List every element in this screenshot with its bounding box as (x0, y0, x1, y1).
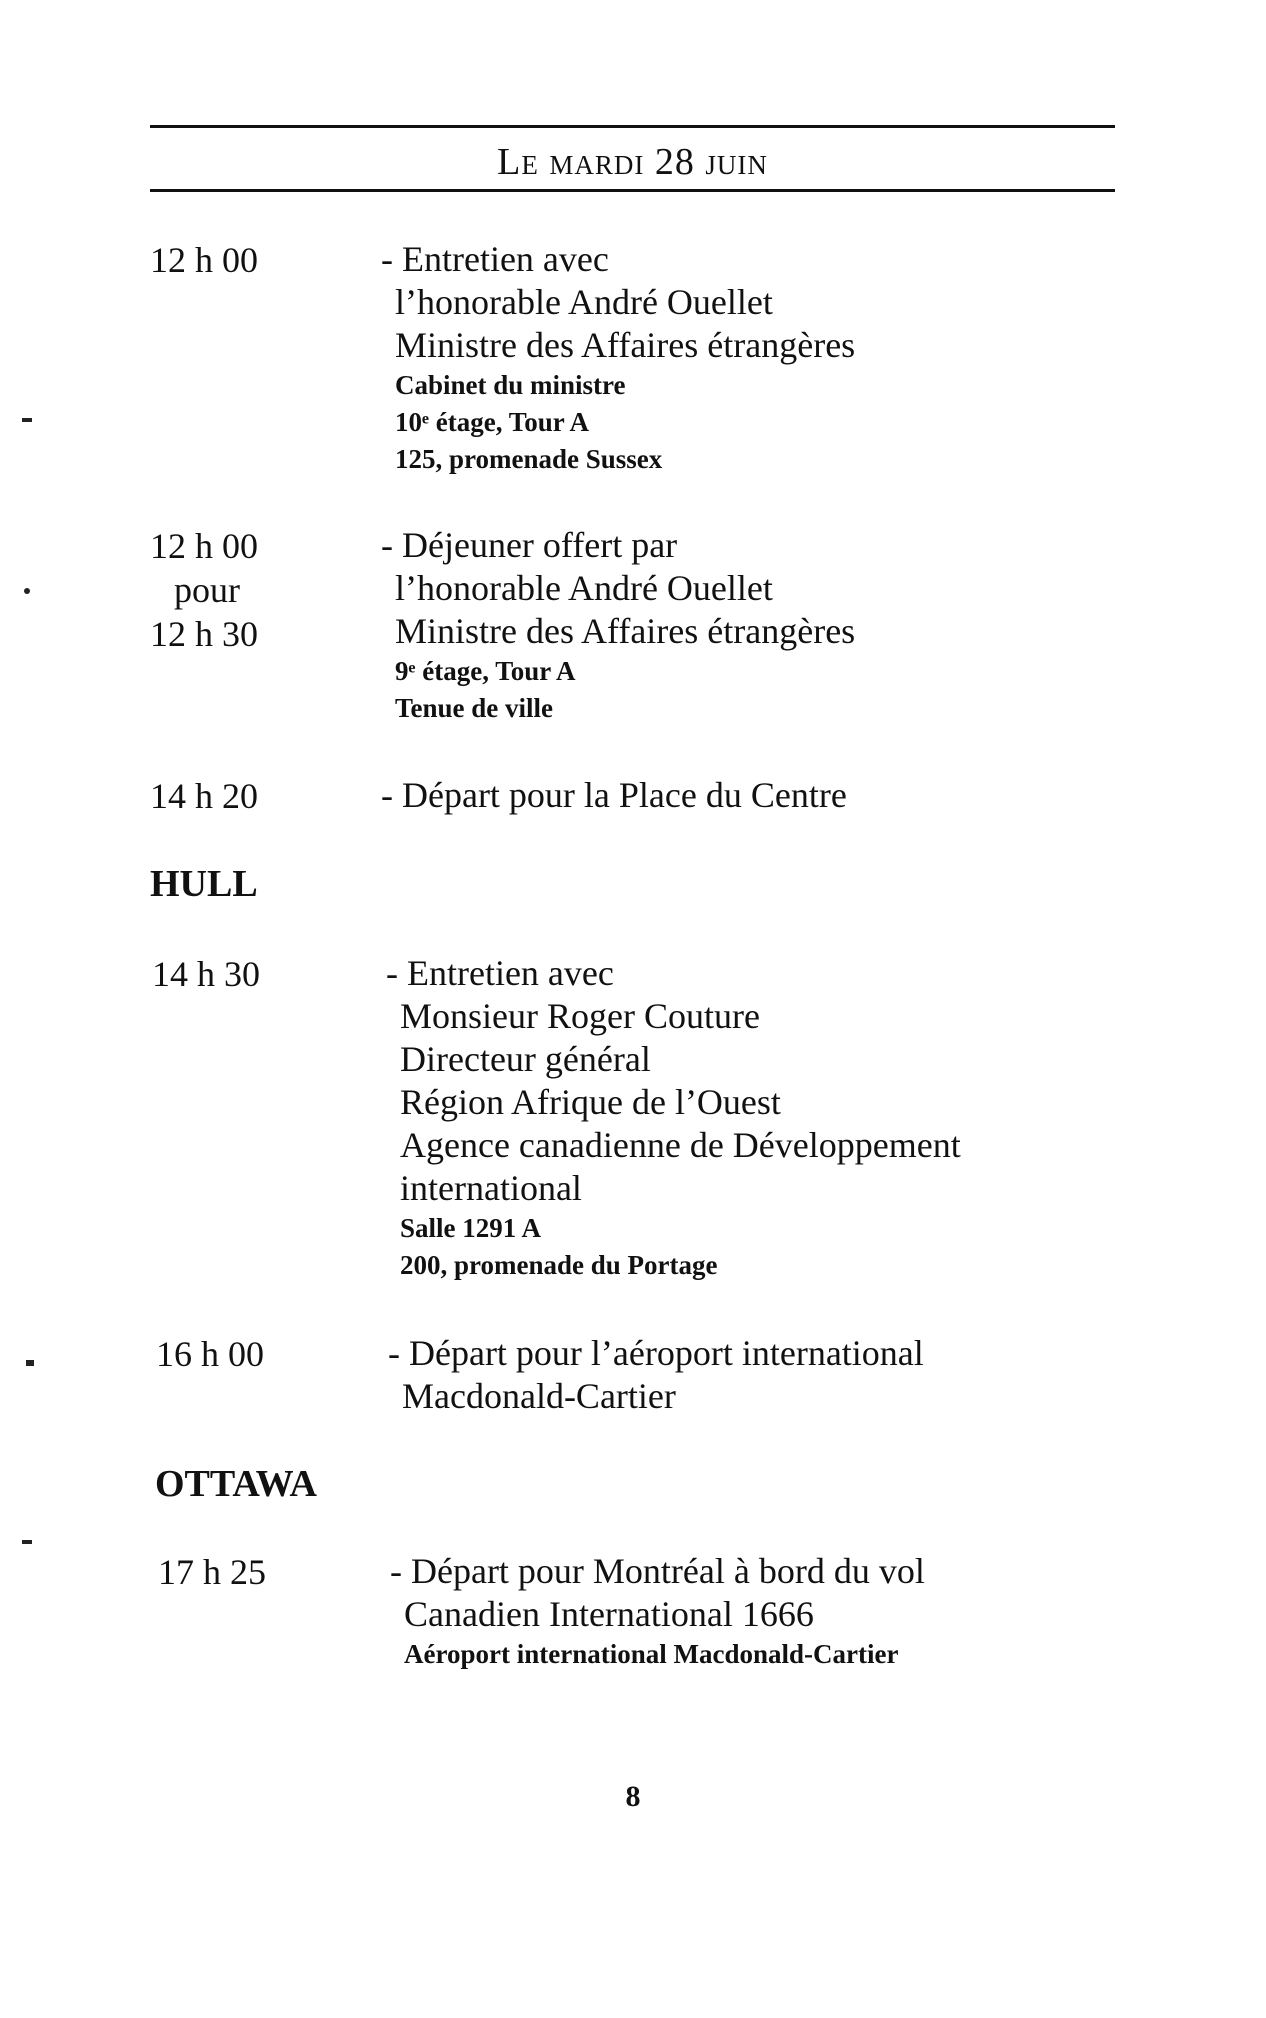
detail-line: Salle 1291 A (400, 1213, 542, 1243)
entry-description (381, 524, 1155, 727)
margin-mark (22, 418, 32, 422)
description-line: Ministre des Affaires étrangères (395, 611, 856, 651)
description-line: Agence canadienne de Développement (400, 1125, 961, 1165)
time-line: 14 h 20 (150, 776, 258, 816)
description-line: - Entretien avec (381, 239, 609, 279)
detail-line: 9ᵉ étage, Tour A (395, 656, 576, 686)
entry-description (390, 1550, 1164, 1673)
header-rule-top (150, 125, 1115, 128)
city-heading: OTTAWA (155, 1463, 317, 1505)
entry-time (158, 1550, 318, 1594)
page-heading: Le mardi 28 juin (497, 141, 768, 183)
entry-description (381, 238, 1155, 478)
entry-time (156, 1332, 316, 1376)
detail-line: Cabinet du ministre (395, 370, 626, 400)
description-line: Canadien International 1666 (404, 1594, 814, 1634)
description-line: - Départ pour Montréal à bord du vol (390, 1551, 925, 1591)
description-line: international (400, 1168, 582, 1208)
description-line: - Déjeuner offert par (381, 525, 678, 565)
detail-line: 125, promenade Sussex (395, 444, 663, 474)
description-line: - Départ pour l’aéroport international (388, 1333, 924, 1373)
detail-line: 10ᵉ étage, Tour A (395, 407, 590, 437)
description-line: Monsieur Roger Couture (400, 996, 760, 1036)
description-line: Ministre des Affaires étrangères (395, 325, 856, 365)
entry-description (386, 952, 1160, 1284)
entry-time (150, 238, 310, 282)
time-line: 17 h 25 (158, 1552, 266, 1592)
detail-line: Tenue de ville (395, 693, 554, 723)
time-line: pour (174, 570, 240, 610)
detail-line: 200, promenade du Portage (400, 1250, 718, 1280)
entry-time (152, 952, 312, 996)
description-line: - Entretien avec (386, 953, 614, 993)
description-line: l’honorable André Ouellet (395, 282, 773, 322)
detail-line: Aéroport international Macdonald-Cartier (404, 1639, 899, 1669)
time-line: 14 h 30 (152, 954, 260, 994)
page-number: 8 (625, 1780, 641, 1813)
description-line: - Départ pour la Place du Centre (381, 775, 847, 815)
time-line: 12 h 00 (150, 526, 258, 566)
time-line: 16 h 00 (156, 1334, 264, 1374)
margin-mark (22, 1540, 32, 1544)
description-line: l’honorable André Ouellet (395, 568, 773, 608)
description-line: Macdonald-Cartier (402, 1376, 676, 1416)
entry-description (381, 774, 1155, 817)
entry-description (388, 1332, 1162, 1418)
margin-mark (24, 588, 30, 594)
margin-mark (26, 1360, 34, 1366)
entry-time (150, 524, 310, 656)
description-line: Directeur général (400, 1039, 651, 1079)
header-rule-bottom (150, 189, 1115, 192)
description-line: Région Afrique de l’Ouest (400, 1082, 781, 1122)
city-heading: HULL (150, 863, 258, 905)
time-line: 12 h 00 (150, 240, 258, 280)
time-line: 12 h 30 (150, 614, 258, 654)
entry-time (150, 774, 310, 818)
